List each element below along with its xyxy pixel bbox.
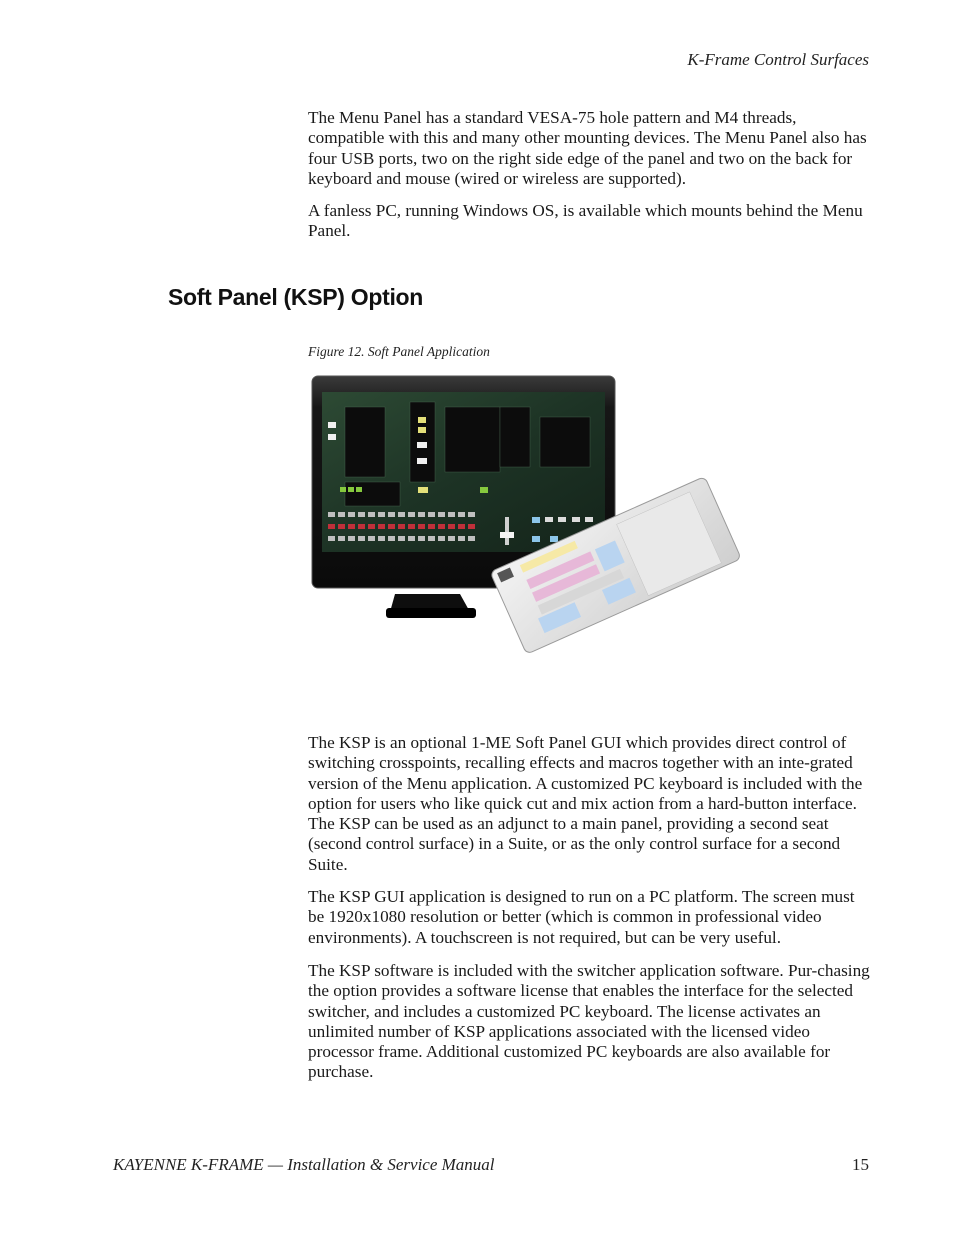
ksp-paragraph-2: The KSP GUI application is designed to run on a PC platform. The screen must be 1920x1080 resolution or better (which is common in professional video environments). A touchscreen is not required, but can be very useful. <box>308 887 855 947</box>
soft-panel-figure <box>300 362 740 707</box>
running-header: K-Frame Control Surfaces <box>687 50 869 69</box>
section-heading: Soft Panel (KSP) Option <box>168 284 424 310</box>
ksp-paragraph-1: The KSP is an optional 1-ME Soft Panel GUI which provides direct control of switching crosspoints, recalling effects and macros together with an inte-grated version of the Menu application. A customized PC keyboard is included with the option for users who like quick cut and mix action from a hard-button interface. The KSP can be used as an adjunct to a main panel, providing a second seat (second control surface) in a Suite, or as the only control surface for a second Suite. <box>308 733 863 874</box>
ksp-paragraph-3: The KSP software is included with the switcher application software. Pur-chasing the option provides a software license that enables the interface for the selected switcher, and includes a customized PC keyboard. The license activates an unlimited number of KSP applications associated with the licensed video processor frame. Additional customized PC keyboards are also available for purchase. <box>308 961 870 1082</box>
page-number: 15 <box>852 1155 869 1174</box>
intro-paragraph-1: The Menu Panel has a standard VESA-75 hole pattern and M4 threads, compatible with this and many other mounting devices. The Menu Panel also has four USB ports, two on the right side edge of the panel and two on the back for keyboard and mouse (wired or wireless are supported). <box>308 108 867 188</box>
footer-title: KAYENNE K-FRAME — Installation & Service Manual <box>113 1155 495 1174</box>
intro-paragraph-2: A fanless PC, running Windows OS, is available which mounts behind the Menu Panel. <box>308 201 863 241</box>
figure-caption: Figure 12. Soft Panel Application <box>308 344 490 359</box>
